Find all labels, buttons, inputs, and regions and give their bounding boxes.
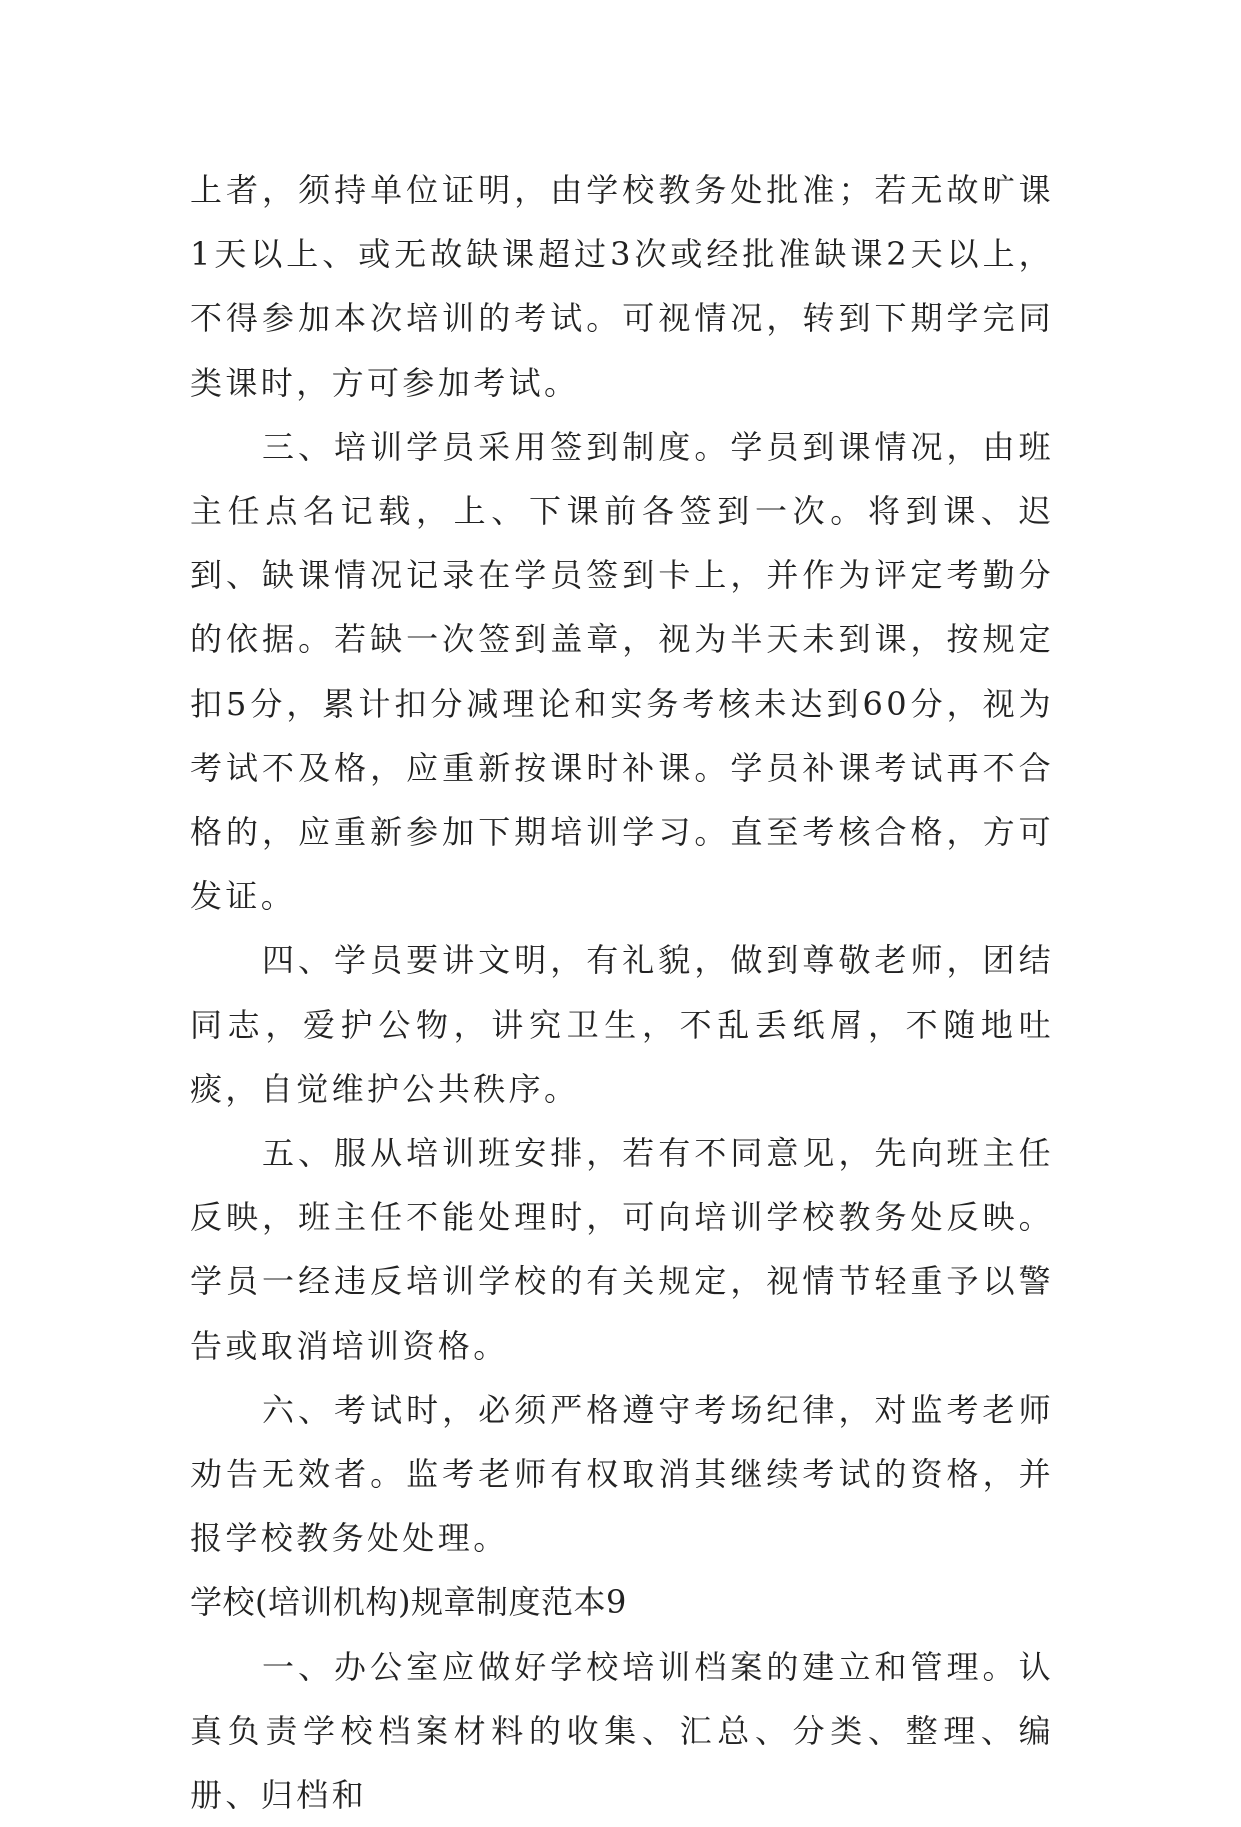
document-page [190,158,1054,1827]
paragraph-continued: 上者，须持单位证明，由学校教务处批准；若无故旷课1天以上、或无故缺课超过3次或经批准缺课2天以上，不得参加本次培训的考试。可视情况，转到下期学完同类课时，方可参加考试。 [190,171,1054,402]
paragraph-rule-4: 四、学员要讲文明，有礼貌，做到尊敬老师，团结同志，爱护公物，讲究卫生，不乱丢纸屑，不随地吐痰，自觉维护公共秩序。 [190,941,1054,1108]
paragraph-rule-3: 三、培训学员采用签到制度。学员到课情况，由班主任点名记载，上、下课前各签到一次。将到课、迟到、缺课情况记录在学员签到卡上，并作为评定考勤分的依据。若缺一次签到盖章，视为半天未到课，按规定扣5分，累计扣分减理论和实务考核未达到60分，视为考试不及格，应重新按课时补课。学员补课考试再不合格的，应重新参加下期培训学习。直至考核合格，方可发证。 [190,427,1054,916]
paragraph-rule-6: 六、考试时，必须严格遵守考场纪律，对监考老师劝告无效者。监考老师有权取消其继续考试的资格，并报学校教务处处理。 [190,1390,1054,1558]
section-heading: 学校(培训机构)规章制度范本9 [190,1583,627,1622]
paragraph-section-rule-1: 一、办公室应做好学校培训档案的建立和管理。认真负责学校档案材料的收集、汇总、分类、整理、编册、归档和 [190,1647,1054,1815]
paragraph-rule-5: 五、服从培训班安排，若有不同意见，先向班主任反映，班主任不能处理时，可向培训学校教务处反映。学员一经违反培训学校的有关规定，视情节轻重予以警告或取消培训资格。 [190,1134,1054,1365]
